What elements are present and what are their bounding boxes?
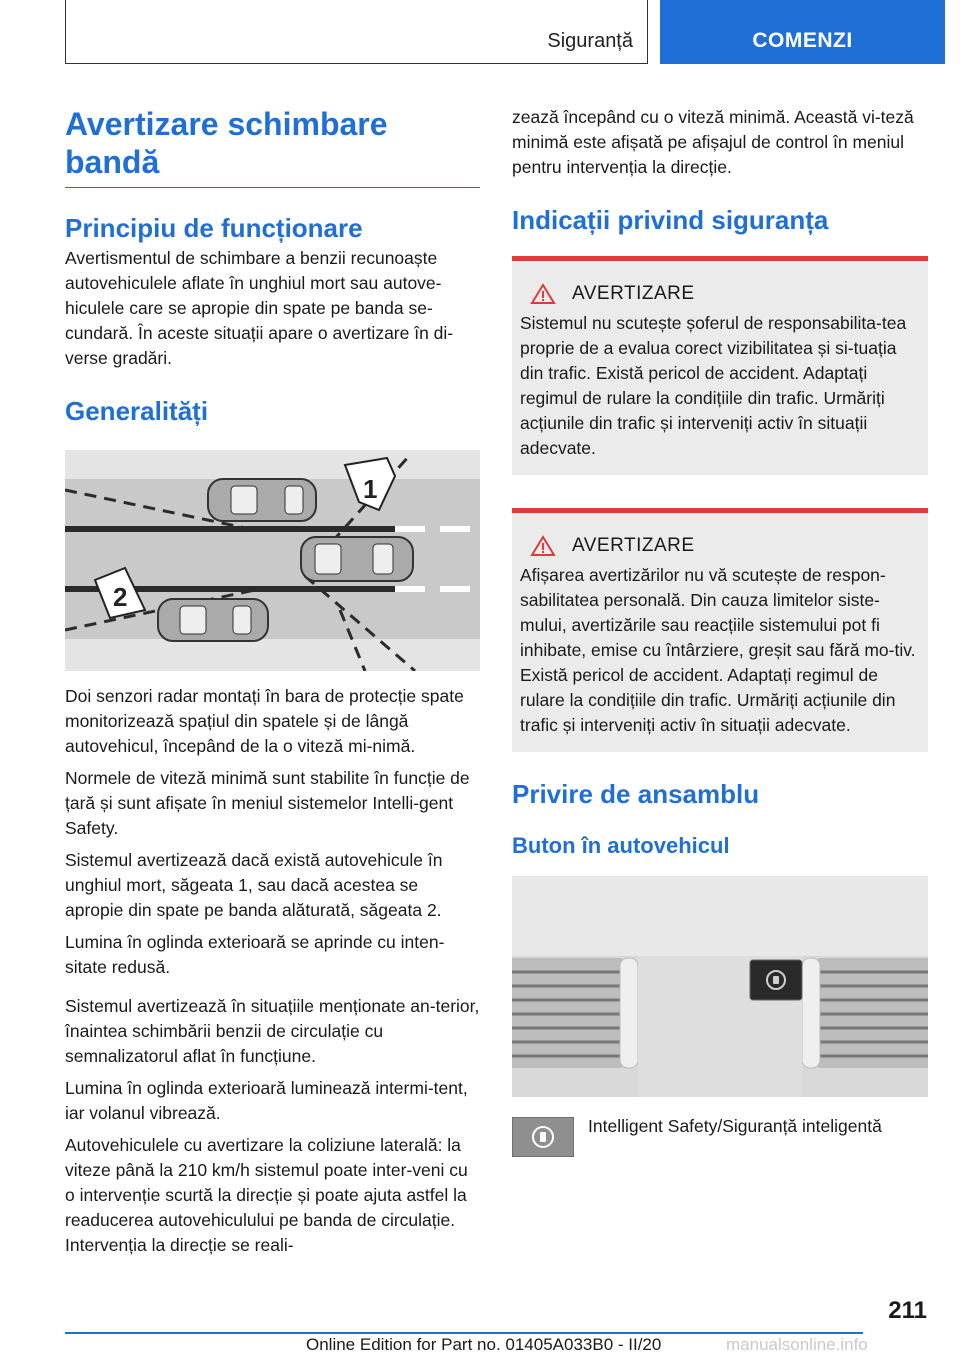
heading-overview: Privire de ansamblu (512, 779, 760, 809)
paragraph-principle: Avertismentul de schimbare a benzii recunoaște autovehiculele aflate în unghiul mort sau autove-hiculele care se apropie din spate pe banda se-cundară. În aceste situații apare o avertizare în di-verse gradări. (65, 248, 454, 368)
header-section-title: Siguranță (547, 30, 633, 52)
paragraph-turn-signal: Sistemul avertizează în situațiile menționate an-terior, înaintea schimbării benzii de circulație cu semnalizatorul aflat în funcțiune. (65, 996, 480, 1066)
heading-safety: Indicații privind siguranța (512, 205, 829, 235)
left-column (65, 105, 480, 1258)
page-title: Avertizare schimbare bandă (65, 105, 480, 188)
page-number: 211 (888, 1297, 927, 1324)
heading-principle: Principiu de funcționare (65, 213, 363, 243)
paragraph-speed-norms: Normele de viteză minimă sunt stabilite în funcție de țară și sunt afișate în meniul sistemelor Intelli-gent Safety. (65, 768, 470, 838)
warning-text: Sistemul nu scutește șoferul de responsabilita-tea proprie de a evalua corect vizibilitatea și si-tuația din trafic. Există pericol de accident. Adaptați regimul de rulare la condițiile din trafic. Urmăriți acțiunile din trafic și interveniți activ în situații adecvate. (520, 313, 907, 458)
warning-title: AVERTIZARE (572, 283, 695, 304)
warning-box-2 (512, 508, 928, 752)
heading-button: Buton în autovehicul (512, 833, 730, 858)
footer-edition: Online Edition for Part no. 01405A033B0 - II/20 (306, 1335, 662, 1354)
warning-box-1 (512, 256, 928, 475)
lane-change-illustration (65, 450, 480, 671)
paragraph-radar: Doi senzori radar montați în bara de protecție spate monitorizează spațiul din spatele și de lângă autovehicul, începând de la o viteză mi-nimă. (65, 686, 464, 756)
car-approaching (158, 599, 268, 641)
right-column (512, 105, 928, 1157)
header-section-box (65, 0, 648, 64)
car-blind-spot (208, 479, 316, 521)
paragraph-mirror-flash: Lumina în oglinda exterioară luminează intermi-tent, iar volanul vibrează. (65, 1078, 468, 1123)
arrow-1-label: 1 (363, 474, 378, 504)
warning-triangle-icon (530, 535, 556, 557)
air-vent-left (512, 958, 638, 1068)
arrow-2-label: 2 (113, 582, 128, 612)
dashboard-button-photo (512, 876, 928, 1097)
paragraph-warning-cases: Sistemul avertizează dacă există autovehicule în unghiul mort, săgeata 1, sau dacă acestea se apropie din spate pe banda alăturată, săgeata 2. (65, 850, 443, 920)
paragraph-side-collision: Autovehiculele cu avertizare la coliziune laterală: la viteze până la 210 km/h sistemul poate inter-veni cu o intervenție scurtă la direcție și poate ajuta astfel la readucerea autovehiculului pe banda de circulație. Intervenția la direcție se reali- (65, 1135, 468, 1255)
air-vent-right (802, 958, 928, 1068)
button-legend (512, 1117, 928, 1157)
warning-title: AVERTIZARE (572, 535, 695, 556)
paragraph-continuation: zează începând cu o viteză minimă. Această vi-teză minimă este afișată pe afișajul de control în meniul pentru intervenția la direcție. (512, 107, 914, 177)
footer-divider (65, 1332, 863, 1334)
warning-text: Afișarea avertizărilor nu vă scutește de respon-sabilitatea personală. Din cauza limitelor siste-mului, avertizările sau reacțiile sistemului pot fi inhibate, emise cu întârziere, greșit sau fără mo-tiv. Există pericol de accident. Adaptați regimul de rulare la condițiile din trafic. Urmăriți acțiunile din trafic și interveniți activ în situații adecvate. (520, 565, 916, 735)
intelligent-safety-icon[interactable] (512, 1117, 574, 1157)
footer-site-watermark: manualsonline.info (726, 1335, 868, 1354)
button-caption: Intelligent Safety/Siguranță inteligentă (588, 1116, 882, 1136)
heading-general: Generalități (65, 396, 209, 426)
car-own (301, 537, 413, 581)
header-chapter-tab[interactable]: COMENZI (660, 0, 945, 64)
paragraph-mirror-dim: Lumina în oglinda exterioară se aprinde cu inten-sitate redusă. (65, 932, 445, 977)
warning-triangle-icon (530, 283, 556, 305)
